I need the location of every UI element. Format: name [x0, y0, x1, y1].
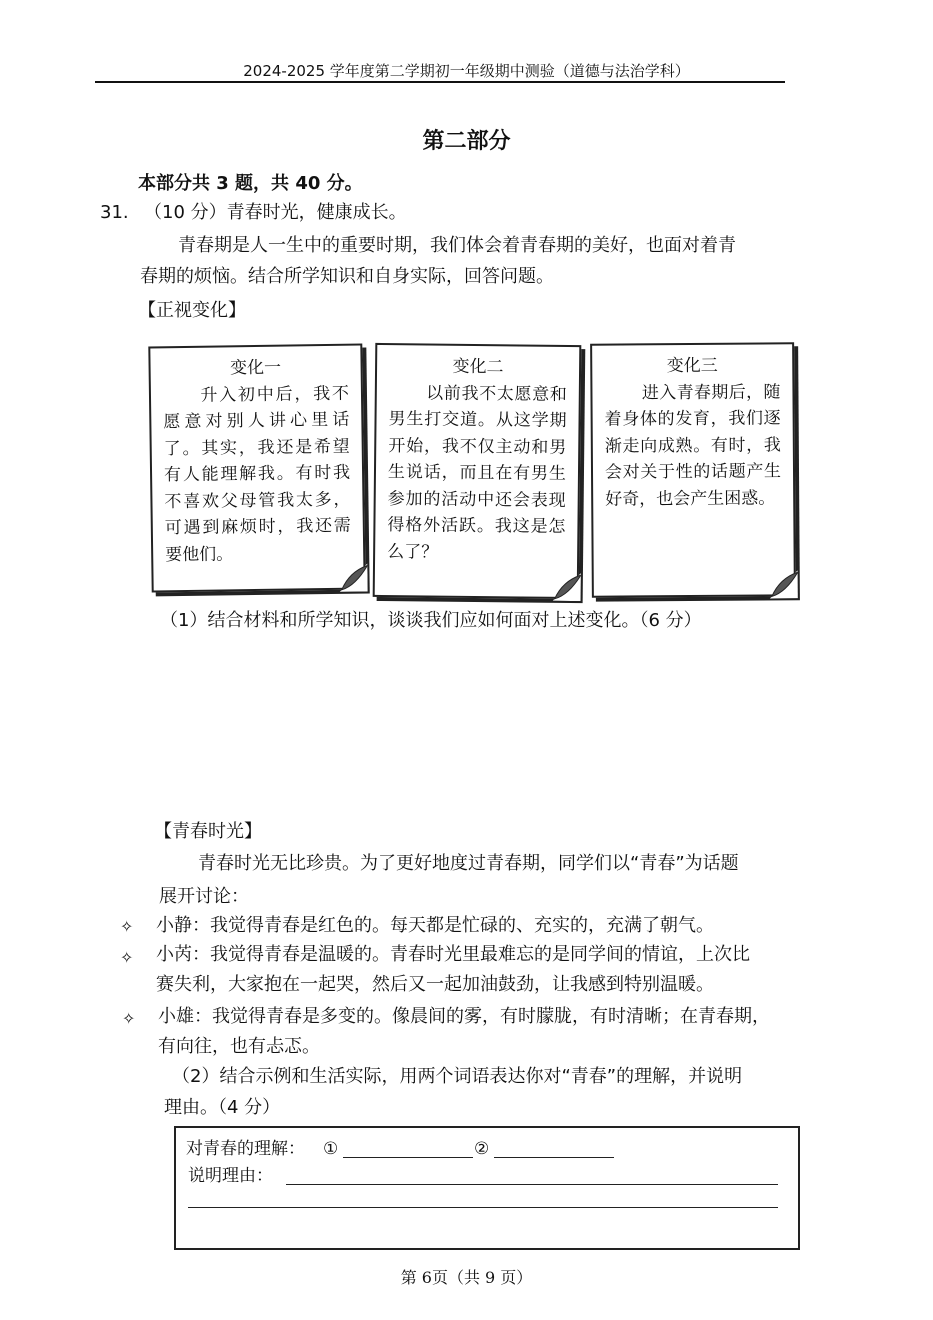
- change-card-text: 以前我不太愿意和男生打交道。从这学期开始，我不仅主动和男生说话，而且在有男生参加的活动中还会表现得格外活跃。我这是怎么了？: [387, 382, 567, 563]
- bullet-diamond-icon: ✧: [120, 948, 134, 967]
- page-number: 第 6页（共 9 页）: [400, 1268, 533, 1287]
- change-card-text: 升入初中后，我不愿意对别人讲心里话了。其实，我还是希望有人能理解我。有时我不喜欢父母管我太多，可遇到麻烦时，我还需要他们。: [163, 383, 351, 565]
- understanding-label: 对青春的理解：: [186, 1139, 305, 1159]
- answer-blank-2[interactable]: [494, 1157, 614, 1158]
- section-title: 第二部分: [422, 129, 511, 154]
- change-card-2: [373, 343, 582, 599]
- change-card-title: 变化一: [229, 357, 282, 379]
- part2-intro-line1: 青春时光无比珍贵。为了更好地度过青春期，同学们以“青春”为话题: [198, 853, 739, 874]
- blank2-marker: ②: [474, 1139, 490, 1159]
- sub-question-1: （1）结合材料和所学知识，谈谈我们应如何面对上述变化。（6 分）: [160, 610, 702, 631]
- reason-label: 说明理由：: [188, 1166, 273, 1186]
- change-card-title: 变化三: [666, 355, 718, 377]
- opinion-xiaoxiong-line2: 有向往，也有忐忑。: [158, 1036, 320, 1057]
- question-stem-line2: 春期的烦恼。结合所学知识和自身实际，回答问题。: [140, 266, 554, 287]
- reason-line-1[interactable]: [286, 1184, 778, 1185]
- page-curl-icon: [553, 573, 581, 601]
- question-number: 31.: [100, 202, 129, 223]
- change-card-1: [148, 344, 365, 593]
- sub-question-2-line2: 理由。（4 分）: [164, 1097, 281, 1118]
- answer-box: [174, 1126, 800, 1250]
- part2-intro-line2: 展开讨论：: [159, 886, 249, 907]
- reason-line-2[interactable]: [188, 1207, 778, 1208]
- question-stem-line1: 青春期是人一生中的重要时期，我们体会着青春期的美好，也面对着青: [178, 235, 736, 256]
- change-card-title: 变化二: [452, 356, 504, 378]
- opinion-xiaorui-line2: 赛失利，大家抱在一起哭，然后又一起加油鼓劲，让我感到特别温暖。: [156, 974, 714, 995]
- exam-header-title: 2024-2025 学年度第二学期初一年级期中测验（道德与法治学科）: [243, 62, 690, 80]
- opinion-xiaorui-line1: 小芮：我觉得青春是温暖的。青春时光里最难忘的是同学间的情谊，上次比: [156, 944, 750, 965]
- bullet-diamond-icon: ✧: [122, 1009, 136, 1028]
- section-intro: 本部分共 3 题，共 40 分。: [138, 173, 363, 194]
- answer-blank-1[interactable]: [343, 1157, 473, 1158]
- question-heading: （10 分）青春时光，健康成长。: [144, 202, 407, 223]
- opinion-xiaoxiong-line1: 小雄：我觉得青春是多变的。像晨间的雾，有时朦胧，有时清晰；在青春期，: [158, 1006, 770, 1027]
- part1-label: 【正视变化】: [138, 300, 246, 321]
- header-divider: [95, 81, 785, 83]
- page-curl-icon: [339, 563, 367, 591]
- opinion-xiaojing: 小静：我觉得青春是红色的。每天都是忙碌的、充实的，充满了朝气。: [156, 915, 714, 936]
- part2-label: 【青春时光】: [154, 821, 262, 842]
- blank1-marker: ①: [323, 1139, 339, 1159]
- page-curl-icon: [770, 570, 798, 598]
- change-card-text: 进入青春期后，随着身体的发育，我们逐渐走向成熟。有时，我会对关于性的话题产生好奇，也会产生困惑。: [604, 381, 782, 510]
- bullet-diamond-icon: ✧: [120, 917, 134, 936]
- change-card-3: [590, 342, 796, 597]
- sub-question-2-line1: （2）结合示例和生活实际，用两个词语表达你对“青春”的理解，并说明: [172, 1066, 743, 1087]
